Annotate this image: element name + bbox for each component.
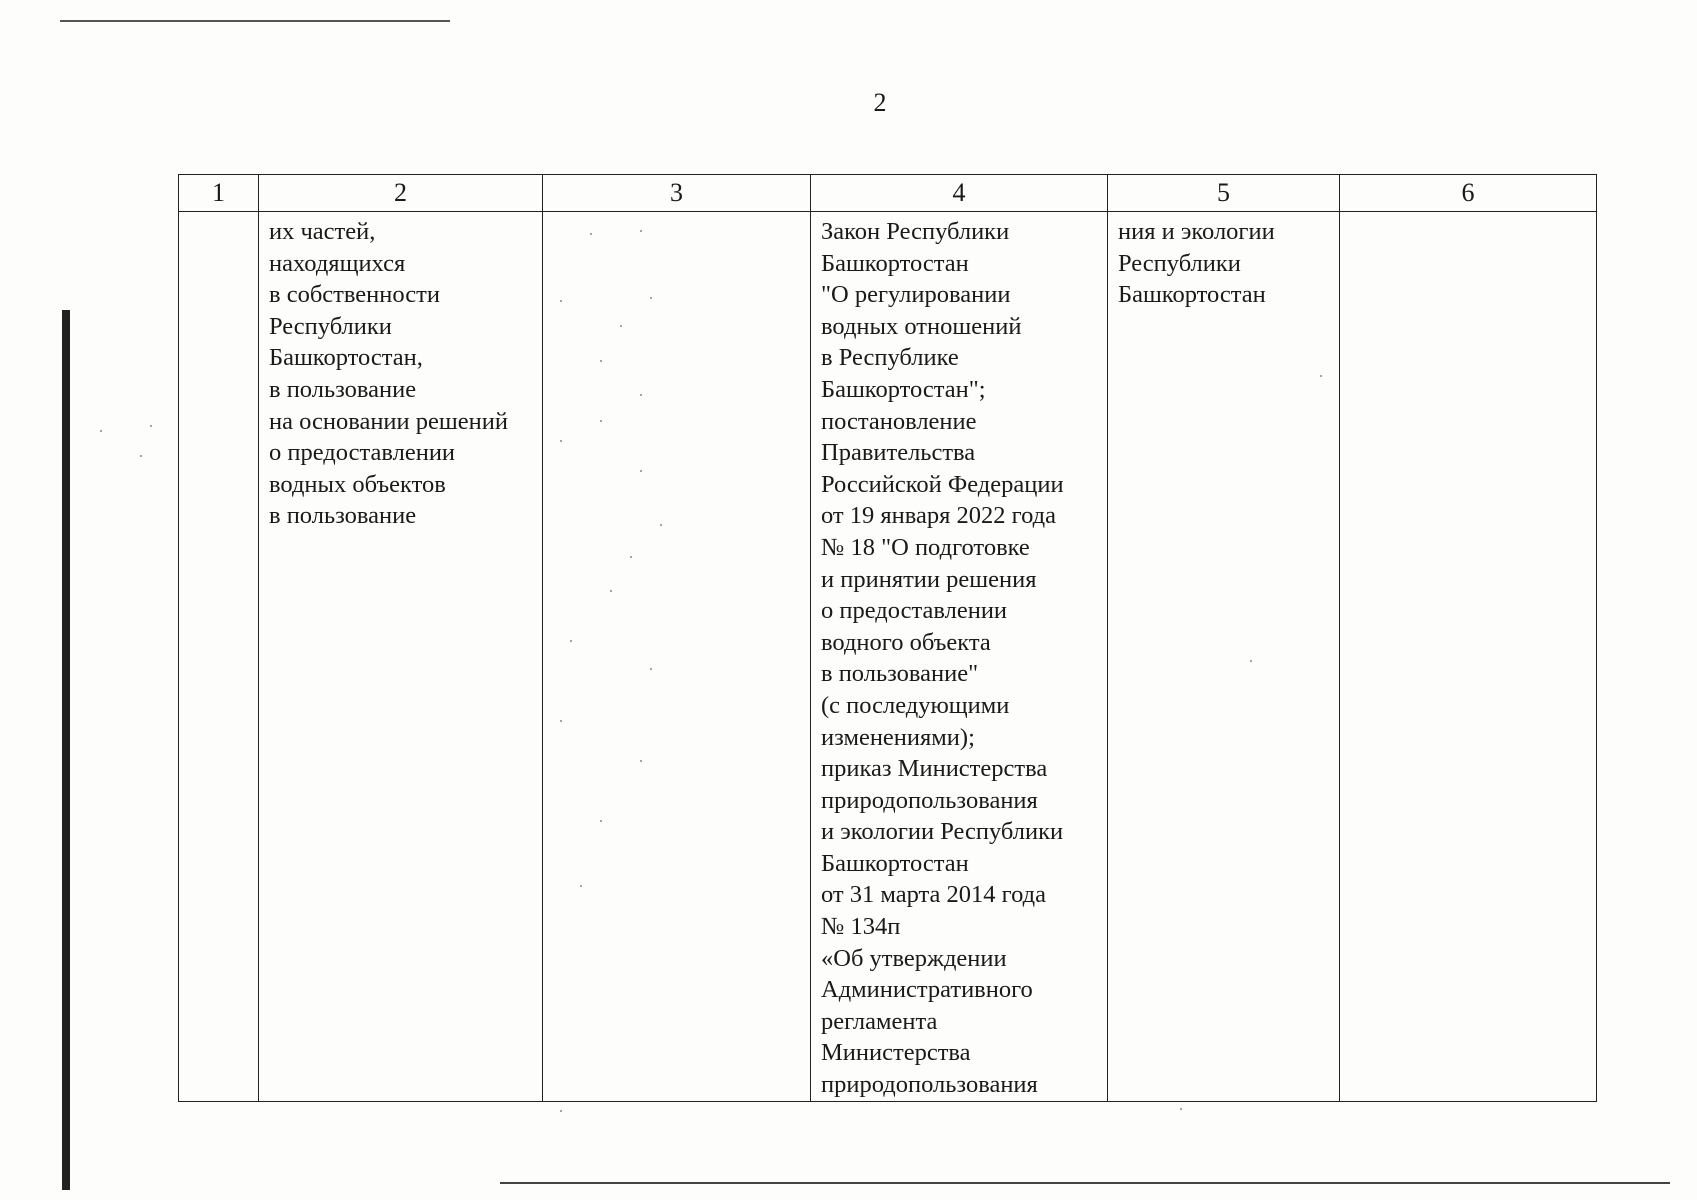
cell-line: Башкортостан [1118, 281, 1266, 309]
cell-line: о предоставлении [269, 439, 456, 467]
cell-line: Республики [1118, 249, 1241, 277]
cell-line: Башкортостан"; [821, 375, 986, 403]
cell-line: в собственности [269, 281, 440, 309]
cell-line: регламента [821, 1007, 938, 1035]
cell-col-6 [1340, 212, 1597, 1102]
cell-line: Административного [821, 976, 1033, 1004]
cell-line: о предоставлении [821, 597, 1008, 625]
column-header-2: 2 [259, 175, 543, 212]
cell-line: № 18 "О подготовке [821, 533, 1030, 561]
cell-line: ния и экологии [1118, 218, 1275, 245]
document-table [178, 174, 1597, 1102]
cell-line: Правительства [821, 439, 976, 467]
cell-col-4 [811, 212, 1108, 1102]
cell-line: изменениями); [821, 723, 975, 751]
cell-line: от 19 января 2022 года [821, 502, 1056, 530]
cell-line: водного объекта [821, 628, 991, 656]
cell-line: водных объектов [269, 470, 446, 498]
cell-col-3 [543, 212, 811, 1102]
cell-line: их частей, [269, 218, 376, 245]
column-header-1: 1 [179, 175, 259, 212]
cell-line: в Республике [821, 344, 959, 372]
page-number: 2 [873, 88, 887, 117]
cell-line: "О регулировании [821, 281, 1011, 309]
column-header-3: 3 [543, 175, 811, 212]
cell-line: Закон Республики [821, 218, 1010, 245]
cell-line: (с последующими [821, 691, 1010, 719]
cell-line: постановление [821, 407, 977, 435]
cell-line: приказ Министерства [821, 755, 1048, 783]
column-header-4: 4 [811, 175, 1108, 212]
column-header-6: 6 [1340, 175, 1597, 212]
cell-line: природопользования [821, 786, 1038, 814]
table-header-row [179, 175, 1597, 212]
cell-line: в пользование [269, 502, 417, 530]
cell-line: от 31 марта 2014 года [821, 881, 1046, 909]
cell-col-1 [179, 212, 259, 1102]
table-row [179, 212, 1597, 1102]
cell-line: в пользование" [821, 660, 979, 688]
cell-line: «Об утверждении [821, 944, 1007, 972]
cell-line: и принятии решения [821, 565, 1037, 593]
scan-edge-left [62, 310, 70, 1190]
scan-edge-bottom [500, 1182, 1670, 1184]
column-header-5: 5 [1108, 175, 1340, 212]
cell-line: Башкортостан [821, 849, 969, 877]
cell-line: и экологии Республики [821, 818, 1064, 846]
cell-line: находящихся [269, 249, 406, 277]
cell-line: Башкортостан [821, 249, 969, 277]
cell-line: природопользования [821, 1071, 1038, 1099]
cell-line: Башкортостан, [269, 344, 423, 372]
cell-line: Республики [269, 312, 392, 340]
cell-line: на основании решений [269, 407, 508, 435]
cell-line: водных отношений [821, 312, 1022, 340]
cell-line: Российской Федерации [821, 470, 1064, 498]
cell-line: № 134п [821, 913, 901, 941]
cell-line: Министерства [821, 1039, 971, 1067]
cell-col-5 [1108, 212, 1340, 1102]
scan-edge-top [60, 20, 450, 22]
cell-col-2 [259, 212, 543, 1102]
cell-line: в пользование [269, 375, 417, 403]
